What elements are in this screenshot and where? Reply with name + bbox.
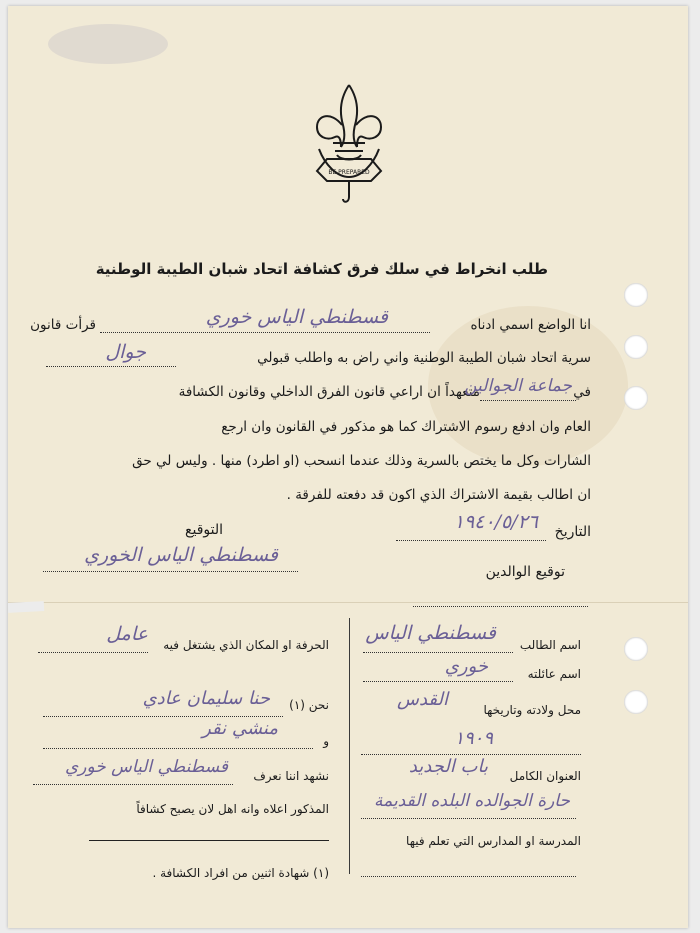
hand-witness-1: حنا سليمان عادي [142,688,270,709]
body-line-3a: في [573,384,591,400]
paper-tear [8,601,44,613]
hand-troop: جماعة الجوالين [464,376,572,396]
hand-profession: عامل [106,623,148,645]
body-line-5: الشارات وكل ما يختص بالسرية وذلك عندما انسحب (او اطرد) منها . وليس لي حق [132,453,591,469]
family-name-label: اسم عائلته [527,667,581,681]
profession-label: الحرفة او المكان الذي يشتغل فيه [163,638,329,652]
and-label: و [323,734,329,748]
form-title: طلب انخراط في سلك فرق كشافة اتحاد شبان الطيبة الوطنية [95,260,548,278]
column-divider [349,618,350,874]
body-line-4: العام وان ادفع رسوم الاشتراك كما هو مذكور في القانون وان ارجع [221,419,591,435]
hand-date: ١٩٤٠/٥/٢٦ [453,511,538,533]
hand-address-2: حارة الجوالده البلده القديمة [374,791,570,811]
troop-line [480,400,576,401]
signature-line [43,571,298,572]
body-line-2: سرية اتحاد شبان الطيبة الوطنية واني راض به واطلب قبولي [257,350,591,366]
hand-applicant-name: قسطنطي الياس خوري [205,306,388,328]
birth-label: محل ولادته وتاريخها [483,703,581,717]
acceptance-line [46,366,176,367]
footnote-text: (١) شهادة اثنين من افراد الكشافة . [152,866,329,880]
conclusion-text: المذكور اعلاه وانه اهل لان يصبح كشافاً [136,802,329,816]
hand-family-name: خوري [444,656,488,677]
form-sheet [8,6,688,928]
student-name-label: اسم الطالب [519,638,581,652]
hand-witness-2: منشي نقر [202,718,278,739]
body-line-1b: قرأت قانون [30,317,96,333]
footnote-rule [89,840,329,841]
body-line-1a: انا الواضع اسمي ادناه [470,317,591,333]
witness-label: نحن (١) [289,698,329,712]
family-name-line [363,681,513,682]
punch-hole [624,386,648,410]
schools-label: المدرسة او المدارس التي تعلم فيها [406,834,581,848]
profession-line [38,652,148,653]
signature-label: التوقيع [185,522,223,538]
witness-1-line [43,716,283,717]
punch-hole [624,690,648,714]
hand-signature: قسطنطي الياس الخوري [84,544,278,566]
birth-date-line [361,754,581,755]
hand-birth-place: القدس [396,689,448,710]
student-name-line [363,652,513,653]
address-label: العنوان الكامل [509,769,581,783]
punch-hole [624,283,648,307]
hand-birth-date: ١٩٠٩ [454,728,493,749]
certify-label: نشهد اننا نعرف [253,769,329,783]
schools-line [361,876,576,877]
paper-fold [8,602,688,603]
hand-student-name: قسطنطي الياس [365,622,496,644]
date-line [396,540,546,541]
punch-hole [624,335,648,359]
scout-fleur-de-lis-emblem [311,81,387,213]
hand-address-1: باب الجديد [408,756,488,777]
ink-stain [48,24,168,64]
certified-name-line [33,784,233,785]
hand-certified-name: قسطنطي الياس خوري [64,757,228,777]
emblem-motto: BE PREPARED [328,169,370,176]
parents-signature-label: توقيع الوالدين [485,564,565,580]
body-line-3b: متعهداً ان اراعي قانون الفرق الداخلي وقانون الكشافة [178,384,480,400]
body-line-6: ان اطالب بقيمة الاشتراك الذي اكون قد دفعته للفرقة . [286,487,591,503]
date-label: التاريخ [554,524,591,540]
witness-2-line [43,748,313,749]
applicant-name-line [100,332,430,333]
address-line [361,818,576,819]
parents-signature-line [413,606,588,607]
hand-acceptance: جوال [105,341,146,363]
punch-hole [624,637,648,661]
